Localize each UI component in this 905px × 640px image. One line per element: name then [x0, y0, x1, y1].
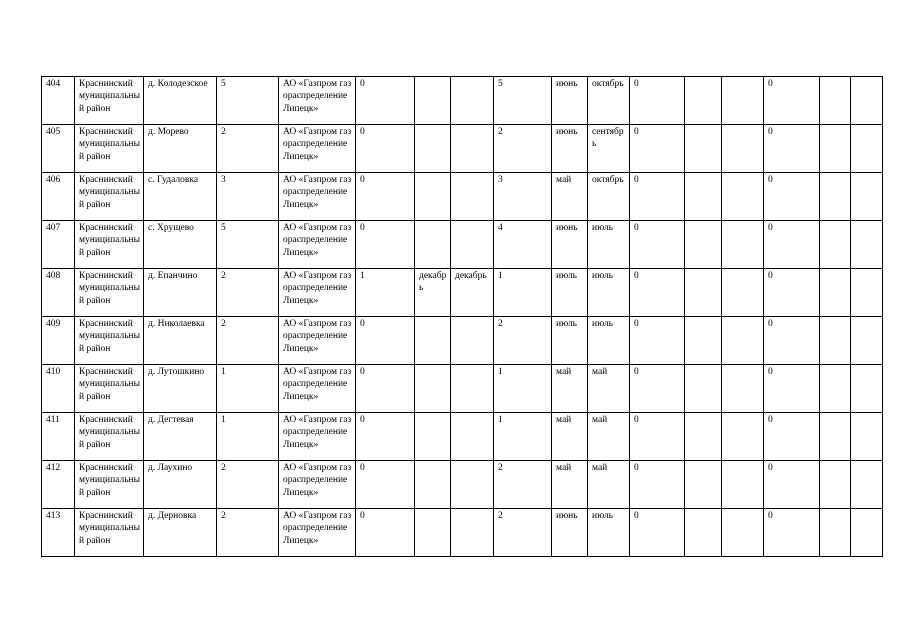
month-start-cell	[415, 413, 451, 461]
organization-cell: АО «Газпром газораспределение Липецк»	[279, 413, 356, 461]
empty-cell	[851, 77, 883, 125]
settlement-cell: д. Лаухино	[144, 461, 217, 509]
settlement-cell: д. Дегтевая	[144, 413, 217, 461]
data-table	[41, 76, 883, 557]
end-month-cell: май	[588, 461, 630, 509]
settlement-cell: д. Колодезское	[144, 77, 217, 125]
empty-cell	[722, 125, 764, 173]
district-cell: Краснинский муниципальный район	[75, 77, 144, 125]
empty-cell	[685, 221, 722, 269]
value-cell: 0	[764, 509, 820, 557]
month-end-cell: декабрь	[451, 269, 494, 317]
quantity-cell: 2	[217, 509, 279, 557]
table-row	[42, 173, 883, 221]
quantity-cell: 2	[217, 125, 279, 173]
empty-cell	[820, 125, 851, 173]
month-start-cell	[415, 173, 451, 221]
row-number-cell: 413	[42, 509, 75, 557]
empty-cell	[820, 461, 851, 509]
organization-cell: АО «Газпром газораспределение Липецк»	[279, 221, 356, 269]
empty-cell	[685, 509, 722, 557]
organization-cell: АО «Газпром газораспределение Липецк»	[279, 365, 356, 413]
empty-cell	[820, 317, 851, 365]
value-cell: 0	[764, 365, 820, 413]
empty-cell	[820, 269, 851, 317]
count-cell: 4	[494, 221, 552, 269]
end-month-cell: июль	[588, 221, 630, 269]
start-month-cell: июнь	[552, 221, 588, 269]
district-cell: Краснинский муниципальный район	[75, 509, 144, 557]
empty-cell	[851, 317, 883, 365]
empty-cell	[685, 365, 722, 413]
end-month-cell: июль	[588, 269, 630, 317]
month-end-cell	[451, 317, 494, 365]
table-row	[42, 125, 883, 173]
value-cell: 0	[356, 413, 415, 461]
settlement-cell: д. Николаевка	[144, 317, 217, 365]
value-cell: 0	[630, 269, 685, 317]
empty-cell	[722, 173, 764, 221]
empty-cell	[722, 221, 764, 269]
table-row	[42, 269, 883, 317]
empty-cell	[722, 509, 764, 557]
empty-cell	[722, 77, 764, 125]
start-month-cell: июнь	[552, 77, 588, 125]
month-start-cell	[415, 365, 451, 413]
district-cell: Краснинский муниципальный район	[75, 461, 144, 509]
value-cell: 0	[630, 413, 685, 461]
value-cell: 0	[630, 365, 685, 413]
value-cell: 0	[764, 269, 820, 317]
empty-cell	[820, 173, 851, 221]
row-number-cell: 405	[42, 125, 75, 173]
empty-cell	[722, 269, 764, 317]
start-month-cell: июнь	[552, 509, 588, 557]
start-month-cell: июнь	[552, 125, 588, 173]
count-cell: 2	[494, 317, 552, 365]
value-cell: 0	[630, 125, 685, 173]
empty-cell	[722, 317, 764, 365]
quantity-cell: 1	[217, 365, 279, 413]
settlement-cell: д. Епанчино	[144, 269, 217, 317]
value-cell: 0	[356, 125, 415, 173]
settlement-cell: д. Лутошкино	[144, 365, 217, 413]
value-cell: 0	[630, 461, 685, 509]
value-cell: 0	[356, 317, 415, 365]
district-cell: Краснинский муниципальный район	[75, 269, 144, 317]
district-cell: Краснинский муниципальный район	[75, 125, 144, 173]
value-cell: 0	[630, 173, 685, 221]
row-number-cell: 411	[42, 413, 75, 461]
empty-cell	[851, 221, 883, 269]
month-end-cell	[451, 365, 494, 413]
start-month-cell: май	[552, 365, 588, 413]
district-cell: Краснинский муниципальный район	[75, 365, 144, 413]
end-month-cell: май	[588, 365, 630, 413]
value-cell: 0	[764, 461, 820, 509]
end-month-cell: июль	[588, 509, 630, 557]
count-cell: 2	[494, 509, 552, 557]
value-cell: 0	[630, 317, 685, 365]
empty-cell	[685, 269, 722, 317]
organization-cell: АО «Газпром газораспределение Липецк»	[279, 269, 356, 317]
quantity-cell: 5	[217, 221, 279, 269]
value-cell: 1	[356, 269, 415, 317]
value-cell: 0	[764, 173, 820, 221]
row-number-cell: 410	[42, 365, 75, 413]
value-cell: 0	[630, 77, 685, 125]
table-row	[42, 317, 883, 365]
count-cell: 2	[494, 125, 552, 173]
start-month-cell: май	[552, 413, 588, 461]
empty-cell	[685, 77, 722, 125]
value-cell: 0	[356, 365, 415, 413]
value-cell: 0	[630, 221, 685, 269]
organization-cell: АО «Газпром газораспределение Липецк»	[279, 461, 356, 509]
organization-cell: АО «Газпром газораспределение Липецк»	[279, 509, 356, 557]
empty-cell	[851, 509, 883, 557]
month-start-cell	[415, 317, 451, 365]
row-number-cell: 404	[42, 77, 75, 125]
empty-cell	[820, 365, 851, 413]
table-row	[42, 509, 883, 557]
organization-cell: АО «Газпром газораспределение Липецк»	[279, 125, 356, 173]
settlement-cell: д. Морево	[144, 125, 217, 173]
month-start-cell	[415, 509, 451, 557]
table-row	[42, 77, 883, 125]
empty-cell	[722, 365, 764, 413]
empty-cell	[722, 461, 764, 509]
month-start-cell	[415, 125, 451, 173]
month-end-cell	[451, 173, 494, 221]
empty-cell	[685, 125, 722, 173]
district-cell: Краснинский муниципальный район	[75, 413, 144, 461]
quantity-cell: 2	[217, 317, 279, 365]
month-start-cell	[415, 221, 451, 269]
value-cell: 0	[764, 413, 820, 461]
quantity-cell: 3	[217, 173, 279, 221]
end-month-cell: октябрь	[588, 77, 630, 125]
empty-cell	[685, 461, 722, 509]
value-cell: 0	[630, 509, 685, 557]
month-start-cell: декабрь	[415, 269, 451, 317]
value-cell: 0	[356, 77, 415, 125]
empty-cell	[685, 173, 722, 221]
settlement-cell: с. Хрущево	[144, 221, 217, 269]
quantity-cell: 2	[217, 461, 279, 509]
value-cell: 0	[356, 509, 415, 557]
count-cell: 3	[494, 173, 552, 221]
district-cell: Краснинский муниципальный район	[75, 317, 144, 365]
count-cell: 1	[494, 269, 552, 317]
start-month-cell: июль	[552, 269, 588, 317]
row-number-cell: 407	[42, 221, 75, 269]
start-month-cell: май	[552, 461, 588, 509]
district-cell: Краснинский муниципальный район	[75, 173, 144, 221]
organization-cell: АО «Газпром газораспределение Липецк»	[279, 317, 356, 365]
row-number-cell: 409	[42, 317, 75, 365]
end-month-cell: июль	[588, 317, 630, 365]
month-start-cell	[415, 461, 451, 509]
empty-cell	[851, 413, 883, 461]
value-cell: 0	[764, 317, 820, 365]
empty-cell	[685, 413, 722, 461]
empty-cell	[820, 413, 851, 461]
count-cell: 1	[494, 413, 552, 461]
organization-cell: АО «Газпром газораспределение Липецк»	[279, 173, 356, 221]
count-cell: 1	[494, 365, 552, 413]
empty-cell	[820, 221, 851, 269]
row-number-cell: 406	[42, 173, 75, 221]
table-body	[42, 77, 883, 557]
table-row	[42, 461, 883, 509]
empty-cell	[851, 125, 883, 173]
table-row	[42, 221, 883, 269]
empty-cell	[851, 461, 883, 509]
table-row	[42, 365, 883, 413]
count-cell: 5	[494, 77, 552, 125]
value-cell: 0	[356, 173, 415, 221]
end-month-cell: октябрь	[588, 173, 630, 221]
quantity-cell: 5	[217, 77, 279, 125]
month-end-cell	[451, 221, 494, 269]
month-end-cell	[451, 125, 494, 173]
value-cell: 0	[356, 221, 415, 269]
end-month-cell: сентябрь	[588, 125, 630, 173]
settlement-cell: д. Дерновка	[144, 509, 217, 557]
quantity-cell: 1	[217, 413, 279, 461]
row-number-cell: 412	[42, 461, 75, 509]
row-number-cell: 408	[42, 269, 75, 317]
month-end-cell	[451, 77, 494, 125]
empty-cell	[820, 509, 851, 557]
month-end-cell	[451, 413, 494, 461]
start-month-cell: май	[552, 173, 588, 221]
start-month-cell: июль	[552, 317, 588, 365]
empty-cell	[820, 77, 851, 125]
month-end-cell	[451, 461, 494, 509]
month-end-cell	[451, 509, 494, 557]
quantity-cell: 2	[217, 269, 279, 317]
count-cell: 2	[494, 461, 552, 509]
value-cell: 0	[764, 77, 820, 125]
end-month-cell: май	[588, 413, 630, 461]
district-cell: Краснинский муниципальный район	[75, 221, 144, 269]
empty-cell	[685, 317, 722, 365]
empty-cell	[851, 173, 883, 221]
organization-cell: АО «Газпром газораспределение Липецк»	[279, 77, 356, 125]
empty-cell	[851, 365, 883, 413]
value-cell: 0	[764, 221, 820, 269]
value-cell: 0	[356, 461, 415, 509]
settlement-cell: с. Гудаловка	[144, 173, 217, 221]
empty-cell	[722, 413, 764, 461]
month-start-cell	[415, 77, 451, 125]
value-cell: 0	[764, 125, 820, 173]
table-row	[42, 413, 883, 461]
empty-cell	[851, 269, 883, 317]
